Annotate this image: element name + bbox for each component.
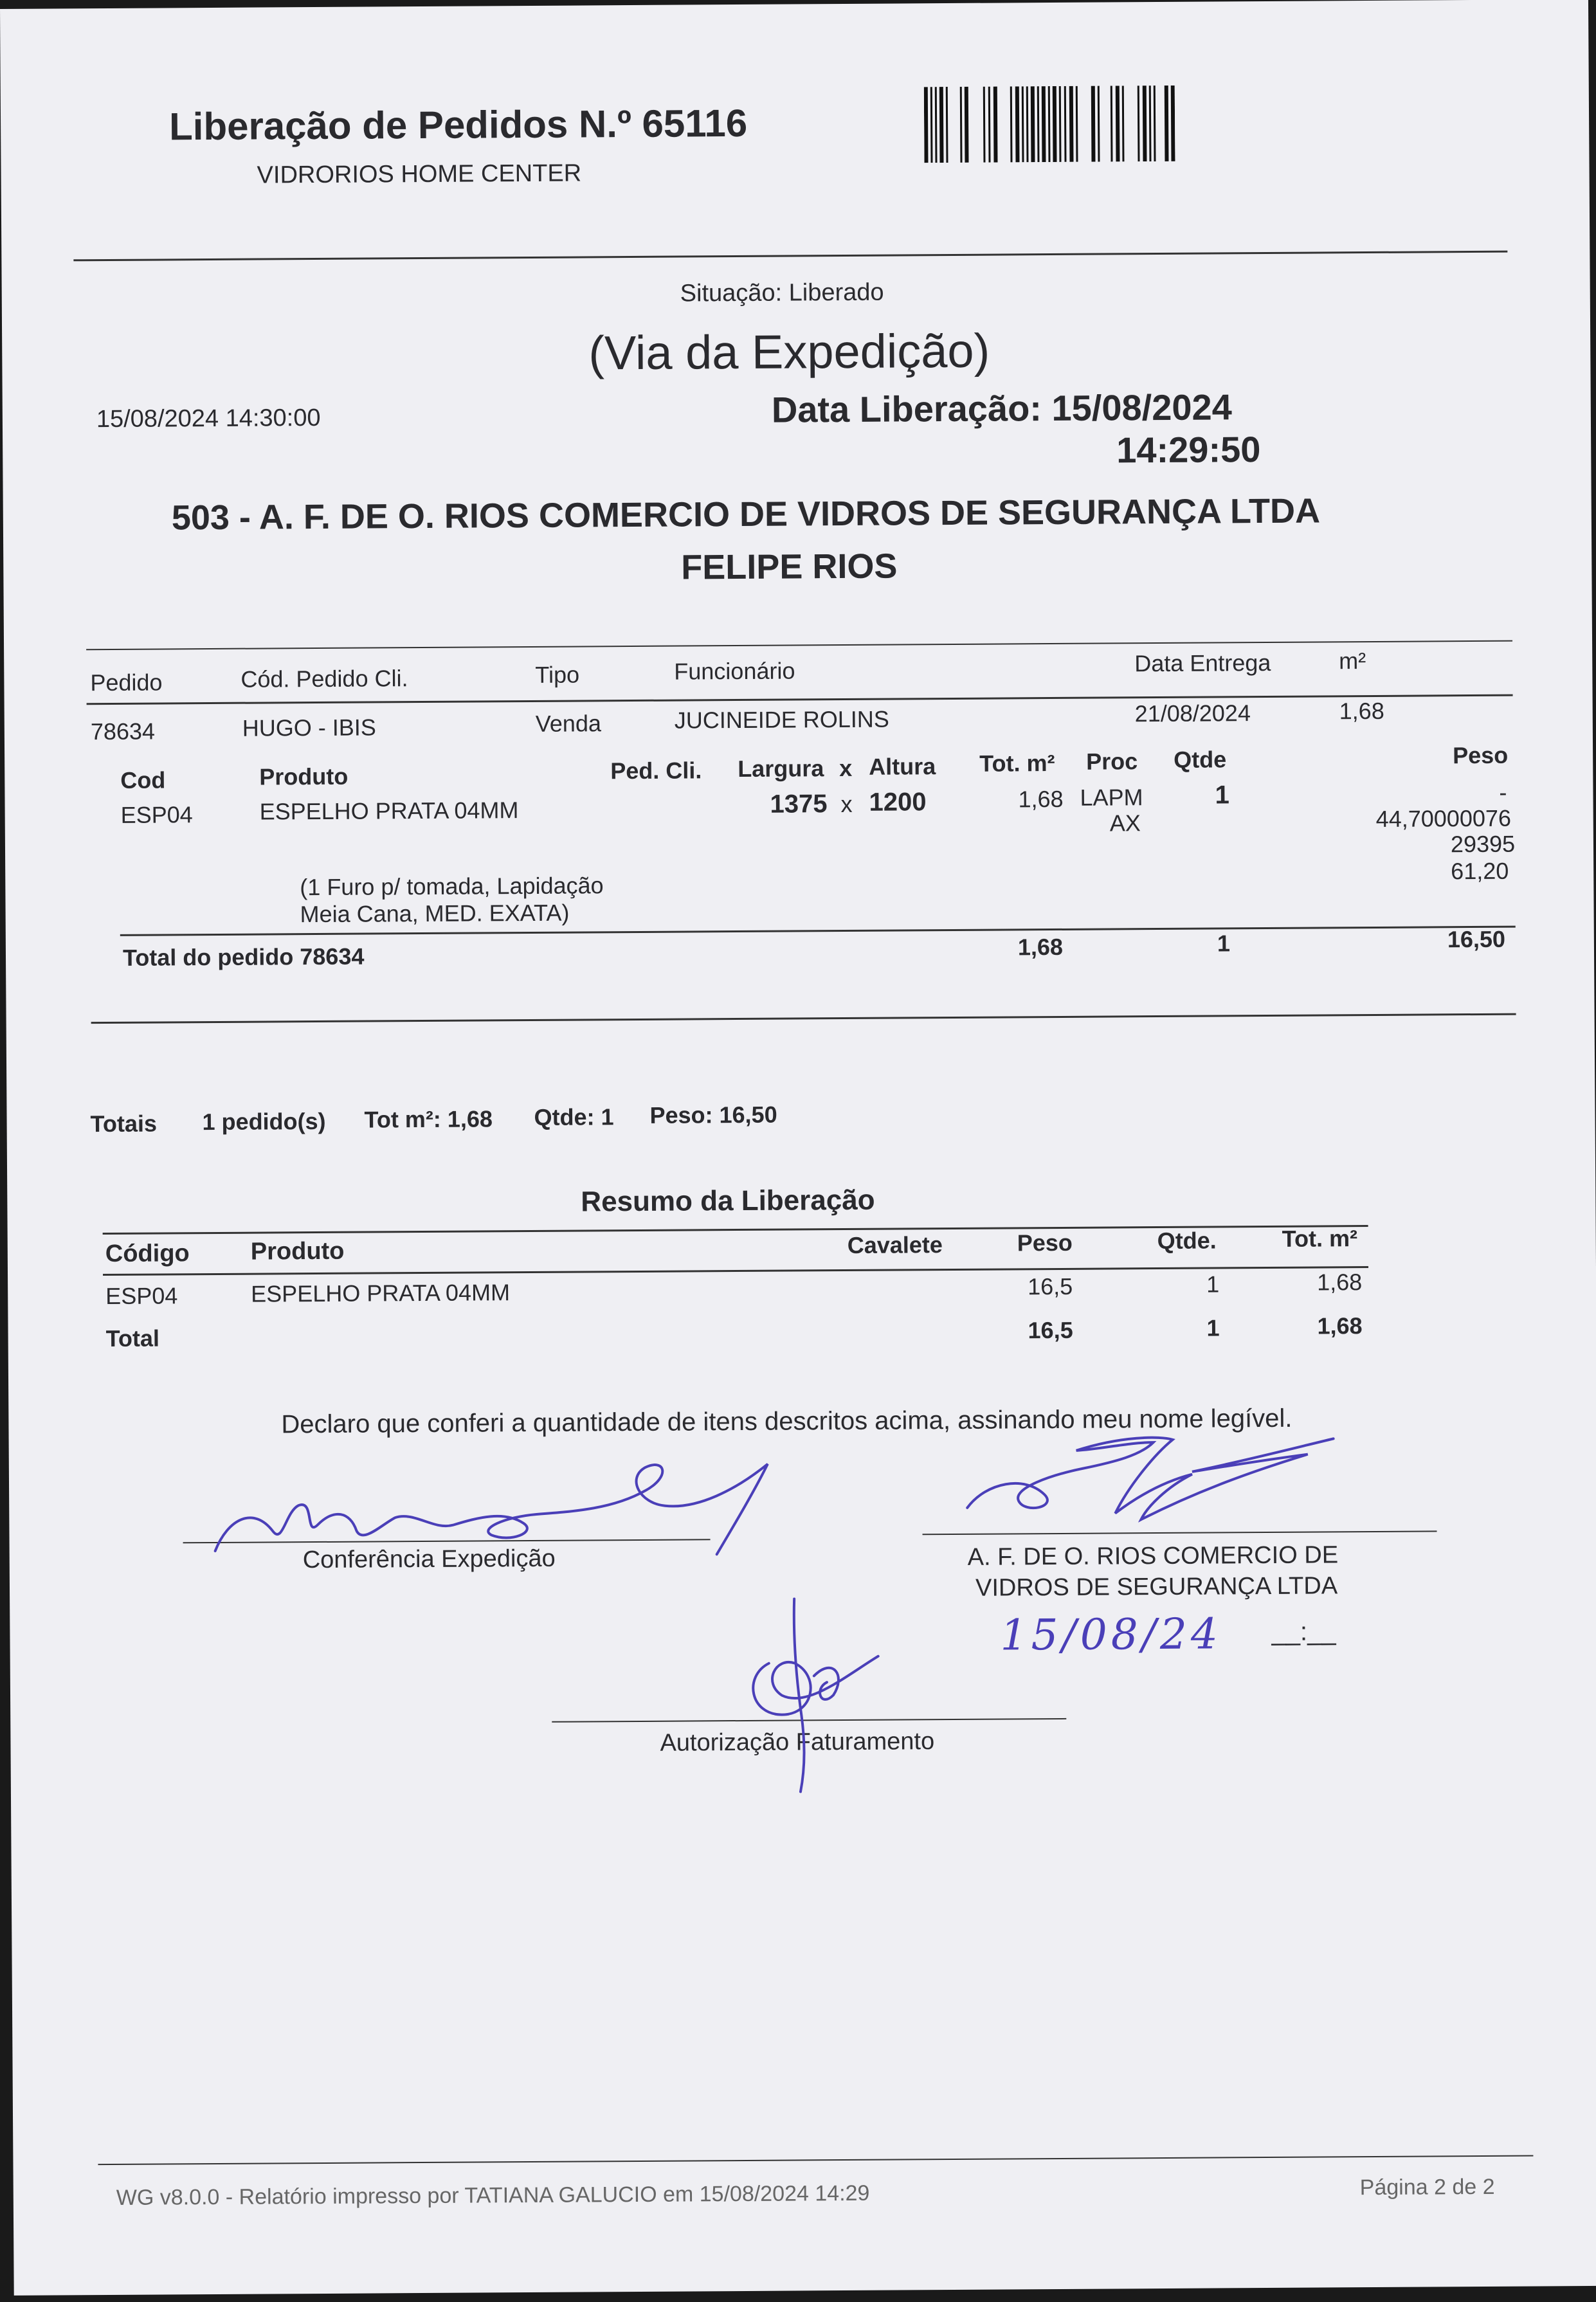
item-peso-line2: 44,70000076 <box>1375 804 1512 832</box>
company-signature-line2: VIDROS DE SEGURANÇA LTDA <box>975 1572 1338 1602</box>
item-peso-line1: - <box>1499 779 1507 806</box>
summary-col-tot-m2: Tot. m² <box>1282 1225 1358 1252</box>
declaration-text: Declaro que conferi a quantidade de itens descritos acima, assinando meu nome legível. <box>281 1404 1292 1439</box>
footer-left: WG v8.0.0 - Relatório impresso por TATIANA GALUCIO em 15/08/2024 14:29 <box>116 2180 870 2210</box>
cell-data-entrega: 21/08/2024 <box>1134 700 1251 727</box>
summary-col-qtde: Qtde. <box>1157 1227 1217 1255</box>
totals-qtde: Qtde: 1 <box>534 1103 614 1130</box>
item-col-qtde-header: Qtde <box>1174 746 1227 773</box>
cell-tipo: Venda <box>535 710 602 737</box>
summary-cell-tot-m2: 1,68 <box>1317 1269 1363 1296</box>
summary-total-peso: 16,5 <box>1028 1316 1073 1344</box>
client-contact: FELIPE RIOS <box>681 547 898 587</box>
item-col-produto-header: Produto <box>259 763 349 790</box>
item-note-line1: (1 Furo p/ tomada, Lapidação <box>300 872 604 901</box>
document-title: Liberação de Pedidos N.º 65116 <box>168 101 748 149</box>
company-name: VIDRORIOS HOME CENTER <box>257 159 582 189</box>
item-altura: 1200 <box>869 788 927 817</box>
status-label: Situação: Liberado <box>680 278 884 307</box>
summary-cell-peso: 16,5 <box>1028 1273 1073 1300</box>
cell-cod-pedido-cli: HUGO - IBIS <box>242 714 376 741</box>
company-signature-line1: A. F. DE O. RIOS COMERCIO DE <box>967 1541 1339 1571</box>
order-table-header-rule <box>87 694 1513 705</box>
release-time: 14:29:50 <box>1116 429 1261 471</box>
summary-title: Resumo da Liberação <box>581 1184 875 1218</box>
item-tot-m2: 1,68 <box>1018 785 1064 813</box>
cell-m2: 1,68 <box>1339 697 1384 725</box>
summary-col-codigo: Código <box>105 1240 190 1268</box>
item-note-line2: Meia Cana, MED. EXATA) <box>300 899 570 928</box>
conferencia-signature <box>202 1451 833 1583</box>
summary-col-peso: Peso <box>1017 1229 1073 1256</box>
order-table-top-rule <box>86 640 1512 651</box>
release-date: Data Liberação: 15/08/2024 <box>771 386 1232 430</box>
item-col-cod-header: Cod <box>120 766 166 793</box>
summary-header-rule <box>103 1266 1368 1276</box>
order-total-m2: 1,68 <box>1017 933 1064 961</box>
item-cod: ESP04 <box>120 801 193 828</box>
item-col-altura-header: Altura <box>869 753 936 780</box>
header-rule <box>73 251 1507 262</box>
summary-cell-qtde: 1 <box>1206 1271 1220 1298</box>
client-name: 503 - A. F. DE O. RIOS COMERCIO DE VIDROS DE SEGURANÇA LTDA <box>171 491 1321 538</box>
item-col-proc-header: Proc <box>1086 748 1138 775</box>
item-col-peso-header: Peso <box>1453 741 1509 769</box>
item-largura: 1375 <box>770 790 828 819</box>
time-blank: __:__ <box>1271 1617 1336 1646</box>
summary-cell-produto: ESPELHO PRATA 04MM <box>251 1279 511 1307</box>
totals-pedidos: 1 pedido(s) <box>202 1107 326 1136</box>
footer-right: Página 2 de 2 <box>1359 2174 1495 2200</box>
conferencia-label: Conferência Expedição <box>302 1545 556 1574</box>
item-peso-line3: 29395 <box>1450 830 1516 858</box>
summary-total-qtde: 1 <box>1206 1314 1220 1341</box>
autorizacao-label: Autorização Faturamento <box>660 1728 935 1757</box>
handwritten-date: 15/08/24 <box>1000 1609 1222 1660</box>
item-proc-line2: AX <box>1109 810 1141 837</box>
item-x: x <box>840 790 853 818</box>
order-total-qtde: 1 <box>1217 930 1231 957</box>
barcode <box>924 86 1175 163</box>
totals-m2: Tot m²: 1,68 <box>364 1105 493 1133</box>
col-data-entrega-header: Data Entrega <box>1134 649 1271 677</box>
item-peso-line4: 61,20 <box>1451 857 1509 885</box>
col-tipo-header: Tipo <box>535 661 580 688</box>
item-col-x-header: x <box>839 754 853 782</box>
summary-total-label: Total <box>105 1325 160 1352</box>
item-produto: ESPELHO PRATA 04MM <box>259 797 519 825</box>
item-col-tot-m2-header: Tot. m² <box>979 750 1055 777</box>
item-col-largura-header: Largura <box>738 755 824 783</box>
cell-pedido: 78634 <box>90 718 156 745</box>
order-total-peso: 16,50 <box>1447 925 1506 953</box>
summary-cell-codigo: ESP04 <box>105 1282 178 1310</box>
col-pedido-header: Pedido <box>90 669 163 696</box>
summary-col-produto: Produto <box>250 1237 345 1265</box>
footer-rule <box>98 2155 1533 2165</box>
col-m2-header: m² <box>1339 648 1366 675</box>
section-rule <box>91 1013 1516 1024</box>
order-total-label: Total do pedido 78634 <box>122 943 365 971</box>
summary-total-tot-m2: 1,68 <box>1317 1312 1363 1339</box>
print-datetime: 15/08/2024 14:30:00 <box>96 404 321 433</box>
col-cod-pedido-cli-header: Cód. Pedido Cli. <box>240 665 408 693</box>
company-signature <box>947 1415 1359 1534</box>
col-funcionario-header: Funcionário <box>674 657 795 685</box>
cell-funcionario: JUCINEIDE ROLINS <box>674 705 889 734</box>
item-col-ped-cli-header: Ped. Cli. <box>610 757 702 784</box>
item-qtde: 1 <box>1215 781 1229 810</box>
totals-peso: Peso: 16,50 <box>649 1101 777 1128</box>
totals-label: Totais <box>90 1110 158 1137</box>
copy-label: (Via da Expedição) <box>588 323 990 380</box>
summary-col-cavalete: Cavalete <box>847 1231 943 1258</box>
autorizacao-signature <box>717 1585 911 1799</box>
item-proc-line1: LAPM <box>1080 784 1143 811</box>
